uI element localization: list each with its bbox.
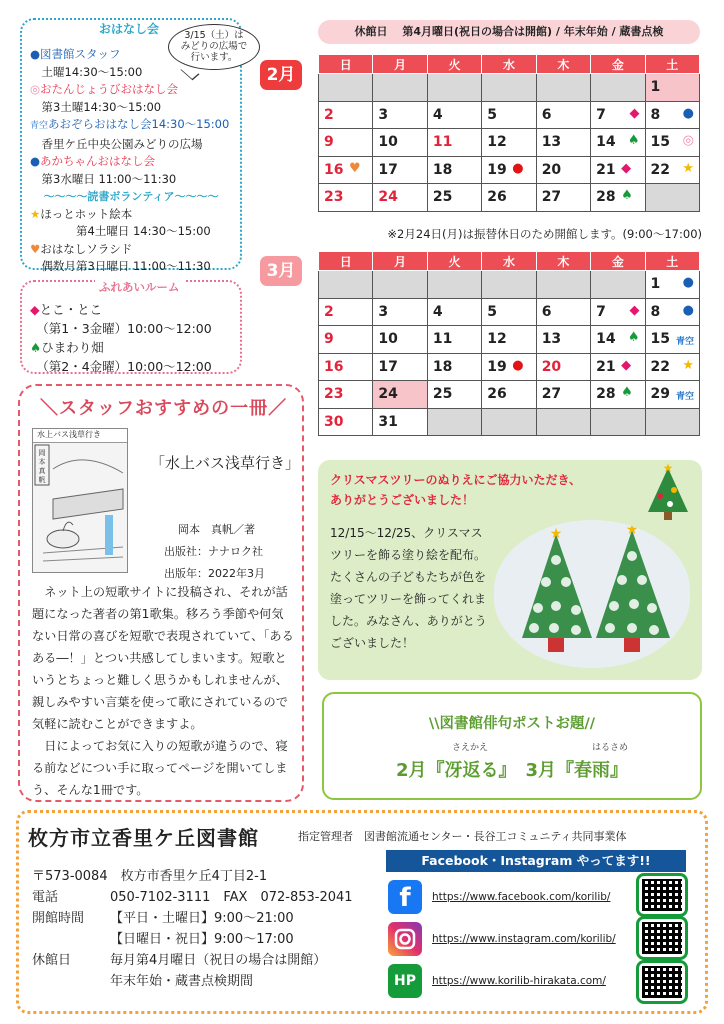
- feb-calendar: [318, 54, 700, 212]
- day-cell: [591, 271, 645, 299]
- story-text: あかちゃんおはなし会: [40, 154, 156, 168]
- event-marker-icon: ★: [682, 357, 694, 373]
- story-text: 第3水曜日 11:00～11:30: [30, 171, 177, 186]
- volunteer-text: 第4土曜日 14:30～15:00: [30, 224, 211, 238]
- day-cell: [482, 326, 536, 354]
- day-cell: [536, 184, 590, 212]
- weekday-cell: 火: [427, 55, 481, 74]
- day-number: 17: [378, 161, 398, 178]
- day-cell: [645, 298, 699, 326]
- weekday-header: [319, 252, 700, 271]
- svg-text:★: ★: [625, 522, 639, 538]
- book-author: 岡本 真帆／著: [178, 523, 255, 536]
- story-text: あおぞらおはなし会14:30～15:00: [48, 117, 230, 131]
- day-number: 22: [650, 161, 671, 178]
- operator-text: 指定管理者 図書館流通センター・長谷工コミュニティ共同事業体: [298, 830, 627, 843]
- svg-text:岡: 岡: [38, 449, 46, 457]
- day-cell: [536, 271, 590, 299]
- volunteer-marker-icon: ★: [30, 206, 41, 221]
- story-text: 土曜14:30～15:00: [30, 64, 143, 79]
- day-cell: [319, 101, 373, 129]
- phone-row: 電話 050-7102-3111 FAX 072-853-2041: [32, 890, 353, 905]
- story-text: 図書館スタッフ: [40, 47, 121, 61]
- haiku-post-box: [322, 692, 702, 800]
- day-number: 4: [432, 303, 443, 320]
- day-cell: [482, 184, 536, 212]
- weekday-cell: 水: [482, 55, 536, 74]
- svg-text:★: ★: [549, 526, 563, 542]
- story-hour-title: おはなし会: [95, 20, 163, 37]
- event-marker-icon: 青空: [675, 337, 694, 347]
- week-row: [319, 184, 700, 212]
- day-cell: [591, 298, 645, 326]
- week-row: [319, 129, 700, 157]
- day-cell: [427, 156, 481, 184]
- weekday-cell: 月: [373, 252, 427, 271]
- story-row: [30, 136, 232, 154]
- day-cell: [645, 184, 699, 212]
- day-cell: [373, 129, 427, 157]
- library-info: [32, 866, 353, 992]
- day-cell: [645, 271, 699, 299]
- day-cell: [427, 271, 481, 299]
- day-number: 21: [596, 358, 616, 375]
- day-number: 9: [324, 331, 334, 348]
- day-cell: [427, 184, 481, 212]
- day-cell: [645, 353, 699, 381]
- closed-days-bar: 休館日 第4月曜日(祝日の場合は開館) / 年末年始 / 蔵書点検: [318, 20, 700, 44]
- postal-address: 〒573-0084 枚方市香里ケ丘4丁目2-1: [32, 869, 268, 884]
- review-paragraph-2: 日によってお気に入りの短歌が違うので、寝る前などについ手に取ってページを開いてしまう、そんな1冊です。: [32, 739, 288, 797]
- day-number: 15: [650, 134, 671, 151]
- day-cell: [536, 408, 590, 436]
- day-cell: [536, 101, 590, 129]
- weekday-cell: 木: [536, 55, 590, 74]
- mar-calendar: [318, 251, 700, 436]
- day-number: 28: [596, 386, 616, 403]
- day-cell: [373, 156, 427, 184]
- day-cell: [482, 381, 536, 409]
- sns-banner: Facebook・Instagram やってます!!: [386, 850, 686, 872]
- weekday-cell: 日: [319, 55, 373, 74]
- day-number: 30: [324, 413, 344, 430]
- weekday-cell: 水: [482, 252, 536, 271]
- day-cell: [373, 184, 427, 212]
- day-cell: [645, 408, 699, 436]
- mar-month-label: 3月: [260, 256, 302, 286]
- day-cell: [319, 381, 373, 409]
- story-marker-icon: ●: [30, 47, 41, 61]
- volunteer-row: [30, 241, 232, 259]
- book-meta: [164, 519, 265, 585]
- fureai-text: （第2・4金曜）10:00～12:00: [30, 359, 212, 374]
- day-cell: [373, 326, 427, 354]
- day-cell: [319, 271, 373, 299]
- day-number: 10: [378, 331, 398, 348]
- event-marker-icon: ♠: [627, 133, 640, 148]
- event-marker-icon: ♠: [621, 385, 633, 400]
- day-number: 3: [378, 303, 389, 320]
- xmas-tree-icon: [644, 462, 692, 522]
- day-cell: [427, 129, 481, 157]
- book-year: 出版年：2022年3月: [164, 567, 265, 580]
- staff-review-text: [32, 581, 294, 801]
- day-cell: [591, 381, 645, 409]
- story-marker-icon: ●: [30, 154, 41, 168]
- day-cell: [373, 353, 427, 381]
- day-cell: [536, 74, 590, 102]
- day-number: 24: [378, 189, 398, 206]
- day-number: 10: [378, 134, 398, 151]
- day-cell: [536, 129, 590, 157]
- day-cell: [536, 298, 590, 326]
- day-cell: [482, 156, 536, 184]
- week-row: [319, 381, 700, 409]
- weekday-header: [319, 55, 700, 74]
- fureai-row: [30, 319, 232, 338]
- day-cell: [645, 156, 699, 184]
- day-number: 24: [378, 386, 398, 403]
- weekday-cell: 火: [427, 252, 481, 271]
- day-number: 27: [541, 189, 562, 206]
- day-number: 1: [650, 79, 661, 96]
- day-number: 28: [596, 189, 616, 206]
- day-number: 4: [432, 106, 443, 123]
- feb-month-label: 2月: [260, 60, 302, 90]
- day-cell: [373, 408, 427, 436]
- day-cell: [482, 298, 536, 326]
- day-cell: [482, 129, 536, 157]
- weekday-cell: 金: [591, 55, 645, 74]
- day-number: 17: [378, 358, 398, 375]
- svg-text:真: 真: [38, 467, 46, 475]
- weekday-cell: 日: [319, 252, 373, 271]
- day-cell: [373, 298, 427, 326]
- day-cell: [427, 101, 481, 129]
- volunteer-row: [30, 223, 232, 241]
- event-marker-icon: ♠: [627, 330, 640, 345]
- day-number: 6: [541, 303, 552, 320]
- facebook-link[interactable]: https://www.facebook.com/korilib/: [432, 891, 611, 903]
- xmas-tree-photo: [494, 520, 690, 668]
- story-row: [30, 99, 232, 117]
- day-cell: [591, 74, 645, 102]
- event-marker-icon: ◆: [629, 302, 640, 318]
- day-cell: [482, 101, 536, 129]
- week-row: [319, 326, 700, 354]
- fureai-text: とこ・とこ: [39, 302, 103, 317]
- day-number: 18: [432, 358, 453, 375]
- volunteer-text: おはなしソラシド: [40, 241, 133, 256]
- book-cover-image: [32, 428, 128, 573]
- story-row: [30, 116, 232, 136]
- haiku-ruby-mar: はるさめ: [592, 743, 629, 753]
- day-number: 21: [596, 161, 616, 178]
- fureai-marker-icon: ◆: [30, 302, 40, 317]
- xmas-tree-photo-illustration: [494, 520, 690, 668]
- day-cell: [319, 129, 373, 157]
- day-number: 2: [324, 303, 334, 320]
- day-number: 5: [487, 106, 498, 123]
- day-number: 25: [432, 189, 453, 206]
- fureai-text: （第1・3金曜）10:00～12:00: [30, 321, 212, 336]
- xmas-heading: クリスマスツリーのぬりえにご協力いただき、 ありがとうございました！: [330, 473, 582, 507]
- closed-row: 休館日 毎月第4月曜日（祝日の場合は開館）: [32, 953, 327, 968]
- day-number: 16: [324, 358, 344, 375]
- library-name: 枚方市立香里ケ丘図書館: [28, 826, 259, 850]
- event-marker-icon: ◆: [621, 160, 632, 176]
- fureai-text: ひまわり畑: [41, 340, 104, 355]
- event-marker-icon: ◎: [682, 133, 694, 148]
- homepage-icon[interactable]: HP: [388, 964, 422, 998]
- day-number: 19: [487, 358, 507, 375]
- xmas-body-text: 12/15～12/25、クリスマスツリーを飾る塗り絵を配布。たくさんの子どもたちが色を塗ってツリーを飾ってくれました。みなさん、ありがとうございました！: [330, 526, 487, 650]
- day-cell: [319, 184, 373, 212]
- day-cell: [482, 353, 536, 381]
- day-number: 20: [541, 161, 562, 178]
- story-row: [30, 81, 232, 99]
- event-marker-icon: ●: [682, 302, 694, 318]
- instagram-glyph: [388, 922, 422, 956]
- homepage-link[interactable]: https://www.korilib-hirakata.com/: [432, 975, 606, 987]
- day-cell: [482, 74, 536, 102]
- day-cell: [591, 156, 645, 184]
- day-cell: [591, 184, 645, 212]
- day-number: 5: [487, 303, 498, 320]
- day-cell: [536, 381, 590, 409]
- day-number: 23: [324, 386, 344, 403]
- day-number: 15: [650, 331, 671, 348]
- day-number: 11: [432, 331, 453, 348]
- day-cell: [427, 326, 481, 354]
- event-marker-icon: ●: [682, 105, 694, 121]
- facebook-icon[interactable]: f: [388, 880, 422, 914]
- week-row: [319, 74, 700, 102]
- story-row: [30, 153, 232, 171]
- event-marker-icon: ●: [512, 160, 524, 176]
- day-cell: [319, 326, 373, 354]
- day-cell: [645, 129, 699, 157]
- speech-bubble: 3/15（土）は みどりの広場で 行います。: [168, 24, 260, 70]
- day-cell: [591, 101, 645, 129]
- day-cell: [319, 156, 373, 184]
- week-row: [319, 156, 700, 184]
- day-cell: [591, 408, 645, 436]
- fureai-row: [30, 338, 232, 357]
- story-marker-icon: 青空: [30, 121, 49, 131]
- day-number: 7: [596, 106, 606, 123]
- day-number: 13: [541, 331, 562, 348]
- day-cell: [482, 408, 536, 436]
- day-number: 26: [487, 386, 507, 403]
- fureai-row: [30, 300, 232, 319]
- day-cell: [645, 74, 699, 102]
- day-number: 8: [650, 106, 661, 123]
- day-number: 6: [541, 106, 552, 123]
- day-number: 3: [378, 106, 389, 123]
- week-row: [319, 408, 700, 436]
- volunteer-row: [30, 258, 232, 276]
- story-text: 香里ケ丘中央公園みどりの広場: [30, 136, 203, 151]
- day-number: 11: [432, 134, 453, 151]
- day-cell: [482, 271, 536, 299]
- day-cell: [319, 74, 373, 102]
- day-number: 12: [487, 331, 507, 348]
- day-cell: [373, 381, 427, 409]
- day-cell: [373, 74, 427, 102]
- event-marker-icon: ●: [512, 357, 524, 373]
- day-cell: [645, 101, 699, 129]
- week-row: [319, 101, 700, 129]
- haiku-themes: 2月『冴返る』 3月『春雨』: [395, 760, 629, 781]
- day-number: 14: [596, 331, 616, 348]
- day-number: 2: [324, 106, 334, 123]
- day-cell: [319, 408, 373, 436]
- day-number: 9: [324, 134, 334, 151]
- day-cell: [536, 156, 590, 184]
- haiku-ruby-feb: さえかえ: [452, 743, 489, 753]
- day-cell: [319, 298, 373, 326]
- book-cover-band: 水上バス浅草行き: [33, 429, 127, 443]
- event-marker-icon: ◆: [621, 357, 632, 373]
- story-marker-icon: ◎: [30, 82, 41, 96]
- weekday-cell: 金: [591, 252, 645, 271]
- story-text: 第3土曜14:30～15:00: [30, 99, 162, 114]
- day-number: 8: [650, 303, 661, 320]
- story-row: [30, 171, 232, 189]
- volunteer-heading: ～～～～読書ボランティア～～～～: [43, 190, 219, 203]
- fureai-marker-icon: ♠: [30, 340, 42, 355]
- day-cell: [427, 408, 481, 436]
- weekday-cell: 木: [536, 252, 590, 271]
- staff-recommend-title: ＼スタッフおすすめの一冊／: [40, 398, 288, 419]
- day-number: 22: [650, 358, 671, 375]
- day-cell: [591, 353, 645, 381]
- day-number: 16: [324, 161, 344, 178]
- day-cell: [591, 326, 645, 354]
- closed-row-2: 年末年始・蔵書点検期間: [110, 974, 254, 989]
- volunteer-text: ほっとホット絵本: [40, 206, 133, 221]
- homepage-qr-code: [636, 960, 688, 1004]
- facebook-qr-code: [636, 873, 688, 917]
- day-number: 20: [541, 358, 562, 375]
- review-paragraph-1: ネット上の短歌サイトに投稿され、それが話題になった著者の第1歌集。移ろう季節や何気ない日常の喜びを短歌で表現されていて、「あるある―！」とつい共感してしまいます。短歌というとちょっと難しく思うかもしれませんが、親しみやすい言葉を使って歌にされているので気軽に読むことができますよ。: [32, 585, 294, 731]
- book-cover-illustration: [33, 429, 127, 572]
- svg-text:本: 本: [38, 458, 46, 466]
- event-marker-icon: ★: [682, 160, 694, 176]
- event-marker-icon: ♥: [349, 160, 361, 176]
- day-cell: [536, 353, 590, 381]
- day-cell: [319, 353, 373, 381]
- fureai-row: [30, 357, 232, 376]
- day-cell: [591, 129, 645, 157]
- event-marker-icon: ♠: [621, 188, 633, 203]
- day-cell: [536, 326, 590, 354]
- instagram-qr-code: [636, 916, 688, 960]
- day-number: 14: [596, 134, 616, 151]
- day-number: 12: [487, 134, 507, 151]
- day-cell: [427, 353, 481, 381]
- weekday-cell: 土: [645, 55, 699, 74]
- day-number: 31: [378, 413, 398, 430]
- day-cell: [427, 74, 481, 102]
- hours-row: 開館時間 【平日・土曜日】9:00～21:00: [32, 911, 294, 926]
- event-marker-icon: ◆: [629, 105, 640, 121]
- week-row: [319, 298, 700, 326]
- feb-calendar-note: ※2月24日(月)は振替休日のため開館します。(9:00～17:00): [387, 227, 702, 241]
- weekday-cell: 月: [373, 55, 427, 74]
- day-cell: [373, 271, 427, 299]
- day-number: 18: [432, 161, 453, 178]
- day-number: 13: [541, 134, 562, 151]
- week-row: [319, 271, 700, 299]
- week-row: [319, 353, 700, 381]
- fureai-room-title: ふれあいルーム: [95, 279, 184, 295]
- day-number: 1: [650, 276, 661, 293]
- day-number: 19: [487, 161, 507, 178]
- day-number: 27: [541, 386, 562, 403]
- book-publisher: 出版社：ナナロク社: [164, 545, 263, 558]
- weekday-cell: 土: [645, 252, 699, 271]
- day-cell: [645, 381, 699, 409]
- haiku-title: \\図書館俳句ポストお題//: [428, 716, 596, 732]
- day-number: 26: [487, 189, 507, 206]
- instagram-icon[interactable]: [388, 922, 422, 956]
- day-number: 29: [650, 386, 671, 403]
- day-number: 7: [596, 303, 606, 320]
- day-cell: [373, 101, 427, 129]
- svg-text:★: ★: [662, 462, 674, 475]
- day-number: 25: [432, 386, 453, 403]
- volunteer-marker-icon: ♥: [30, 241, 41, 256]
- svg-text:帆: 帆: [38, 476, 46, 484]
- event-marker-icon: 青空: [675, 392, 694, 402]
- day-cell: [645, 326, 699, 354]
- book-title: 「水上バス浅草行き」: [150, 454, 301, 472]
- volunteer-text: 偶数月第3日曜日 11:00～11:30: [30, 259, 211, 273]
- hours-row-2: 【日曜日・祝日】9:00～17:00: [110, 932, 294, 947]
- day-cell: [427, 298, 481, 326]
- story-text: おたんじょうびおはなし会: [40, 82, 179, 96]
- day-cell: [427, 381, 481, 409]
- day-number: 23: [324, 189, 344, 206]
- instagram-link[interactable]: https://www.instagram.com/korilib/: [432, 933, 616, 945]
- volunteer-row: [30, 206, 232, 224]
- event-marker-icon: ●: [682, 275, 694, 290]
